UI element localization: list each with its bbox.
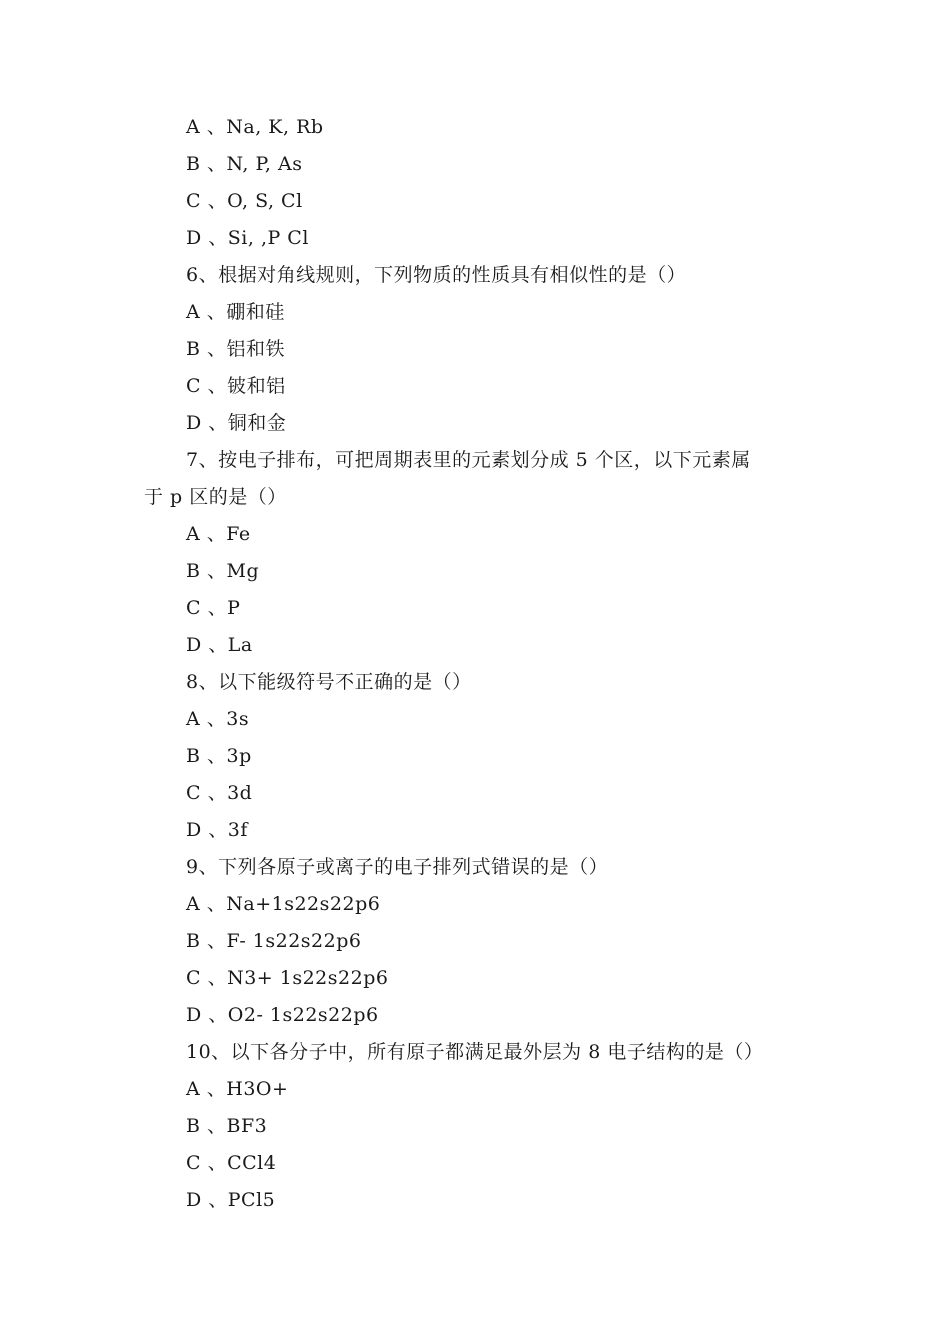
option-d-q6: D 、铜和金 [186, 412, 287, 434]
option-b-q7: B 、Mg [186, 560, 260, 582]
option-a-q7: A 、Fe [186, 523, 251, 545]
option-c-q9: C 、N3+ 1s22s22p6 [186, 967, 389, 989]
option-d-q9: D 、O2- 1s22s22p6 [186, 1004, 379, 1026]
option-c-q8: C 、3d [186, 782, 253, 804]
question-10: 10、以下各分子中，所有原子都满足最外层为 8 电子结构的是（） [186, 1041, 764, 1063]
option-d-q8: D 、3f [186, 819, 248, 841]
option-b-q6: B 、铝和铁 [186, 338, 286, 360]
option-c-q7: C 、P [186, 597, 241, 619]
option-b-q10: B 、BF3 [186, 1115, 268, 1137]
option-c-q10: C 、CCl4 [186, 1152, 277, 1174]
option-b-q5: B 、N, P, As [186, 153, 303, 175]
question-9: 9、下列各原子或离子的电子排列式错误的是（） [186, 856, 609, 878]
option-a-q8: A 、3s [186, 708, 250, 730]
option-a-q5: A 、Na, K, Rb [186, 116, 324, 138]
option-c-q6: C 、铍和铝 [186, 375, 286, 397]
question-6: 6、根据对角线规则，下列物质的性质具有相似性的是（） [186, 264, 687, 286]
option-d-q10: D 、PCl5 [186, 1189, 276, 1211]
option-c-q5: C 、O, S, Cl [186, 190, 303, 212]
option-a-q6: A 、硼和硅 [186, 301, 285, 323]
option-d-q5: D 、Si, ,P Cl [186, 227, 309, 249]
question-7-line-2: 于 p 区的是（） [144, 486, 287, 508]
option-b-q8: B 、3p [186, 745, 252, 767]
option-a-q10: A 、H3O+ [186, 1078, 289, 1100]
question-8: 8、以下能级符号不正确的是（） [186, 671, 472, 693]
option-d-q7: D 、La [186, 634, 253, 656]
option-b-q9: B 、F- 1s22s22p6 [186, 930, 362, 952]
question-7-line-1: 7、按电子排布，可把周期表里的元素划分成 5 个区，以下元素属 [186, 449, 751, 471]
option-a-q9: A 、Na+1s22s22p6 [186, 893, 381, 915]
